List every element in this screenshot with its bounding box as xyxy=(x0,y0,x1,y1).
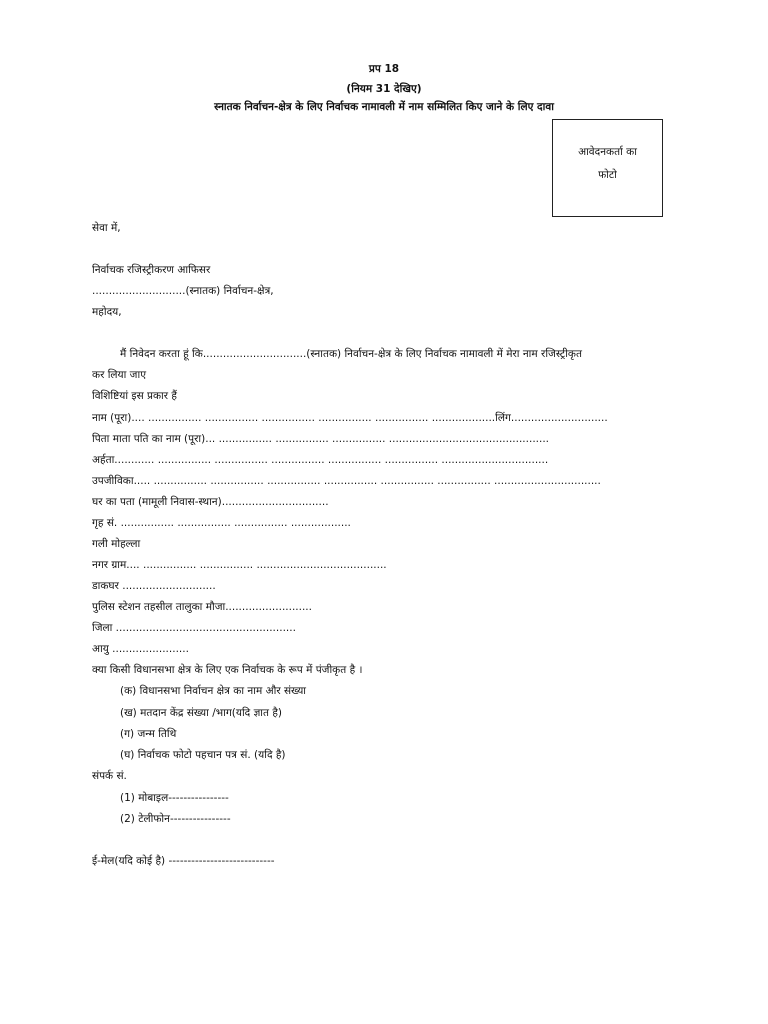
field-occupation: उपजीविका..... ................ ................ ................ ................ ................ ................ ................................ xyxy=(92,475,601,487)
field-lane: गली मोहल्ला xyxy=(92,538,141,550)
field-age: आयु ....................... xyxy=(92,643,189,655)
photo-box-label: आवेदनकर्ता का xyxy=(578,146,637,158)
address-officer: निर्वाचक रजिस्ट्रीकरण आफिसर xyxy=(92,264,211,276)
contact-telephone: (2) टेलीफोन---------------- xyxy=(120,813,231,825)
field-relative-name: पिता माता पति का नाम (पूरा)... ................ ................ ................ ................................................ xyxy=(92,433,550,445)
assembly-question: क्या किसी विधानसभा क्षेत्र के लिए एक निर्वाचक के रूप में पंजीकृत है । xyxy=(92,664,363,676)
field-house-number: गृह सं. ................ ................ ................ .................. xyxy=(92,517,351,529)
field-name: नाम (पूरा).... ................ ................ ................ ................ ................ ...................लिंग............................. xyxy=(92,412,608,424)
photo-box xyxy=(552,119,663,217)
contact-email: ई-मेल(यदि कोई है) ---------------------------- xyxy=(92,855,275,867)
field-post-office: डाकघर ............................ xyxy=(92,580,216,592)
salutation: महोदय, xyxy=(92,306,122,318)
assembly-item: (ग) जन्म तिथि xyxy=(120,728,177,740)
field-district: जिला ...................................................... xyxy=(92,622,296,634)
request-text-continued: कर लिया जाए xyxy=(92,369,146,381)
assembly-item: (घ) निर्वाचक फोटो पहचान पत्र सं. (यदि है) xyxy=(120,749,286,761)
assembly-item: (ख) मतदान केंद्र संख्या /भाग(यदि ज्ञात है) xyxy=(120,707,283,719)
assembly-item: (क) विधानसभा निर्वाचन क्षेत्र का नाम और संख्या xyxy=(120,685,307,697)
photo-box-label-2: फोटो xyxy=(598,169,617,181)
request-text: मैं निवेदन करता हूं कि...............................(स्नातक) निर्वाचन-क्षेत्र के लिए निर्वाचक नामावली में मेरा नाम रजिस्ट्रीकृत xyxy=(120,348,582,360)
form-number: प्रप 18 xyxy=(368,63,400,75)
field-village: नगर ग्राम.... ................ ................ ....................................... xyxy=(92,559,387,571)
form-title: स्नातक निर्वाचन-क्षेत्र के लिए निर्वाचक नामावली में नाम सम्मिलित किए जाने के लिए दावा xyxy=(214,101,554,113)
field-qualification: अर्हता............ ................ ................ ................ ................ ................ ................................ xyxy=(92,454,549,466)
field-address: घर का पता (मामूली निवास-स्थान)................................ xyxy=(92,496,329,508)
contact-mobile: (1) मोबाइल---------------- xyxy=(120,792,229,804)
rule-reference: (नियम 31 देखिए) xyxy=(346,83,422,95)
particulars-heading: विशिष्टियां इस प्रकार हैं xyxy=(92,390,177,402)
address-constituency: ............................(स्नातक) निर्वाचन-क्षेत्र, xyxy=(92,285,274,297)
field-police-station: पुलिस स्टेशन तहसील तालुका मौजा.......................... xyxy=(92,601,312,613)
address-to: सेवा में, xyxy=(92,222,121,234)
contact-heading: संपर्क सं. xyxy=(92,770,127,782)
